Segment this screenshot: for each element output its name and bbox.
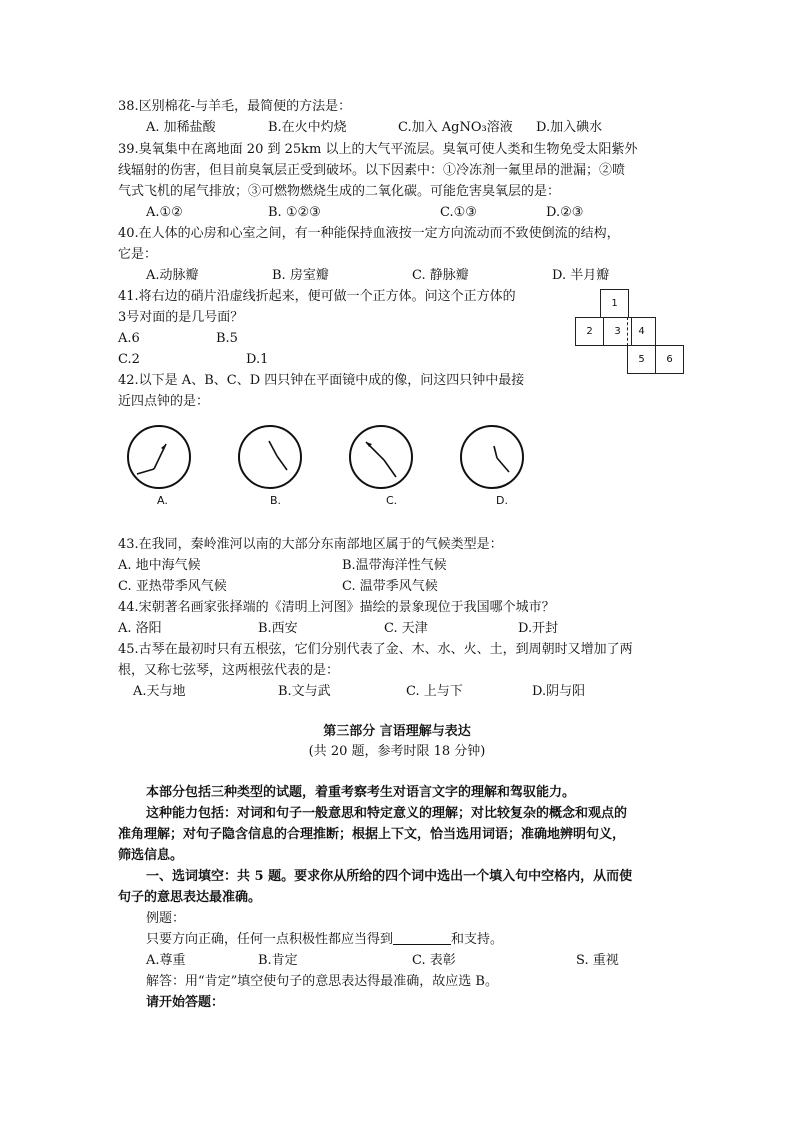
q40-line-1: 40.在人体的心房和心室之间，有一种能保持血液按一定方向流动而不致使倒流的结构， (118, 226, 620, 241)
q39-option-b: B. ①②③ (268, 205, 321, 220)
q41-line-1: 41.将右边的硝片沿虚线折起来，便可做一个正方体。问这个正方体的 (118, 289, 516, 304)
q43-option-c: C. 亚热带季风气候 (118, 579, 227, 594)
net-face-1: 1 (600, 289, 629, 318)
mirror-clocks-figure (0, 0, 794, 520)
clock-a (128, 426, 190, 488)
q41-option-a: A.6 (118, 331, 140, 346)
q40-option-b: B. 房室瓣 (272, 268, 329, 283)
clock-label-d: D. (496, 494, 508, 507)
q44-option-d: D.开封 (518, 621, 559, 636)
clock-label-c: C. (386, 494, 398, 507)
q42-line-1: 42.以下是 A、B、C、D 四只钟在平面镜中成的像，问这四只钟中最接 (118, 373, 525, 388)
example-option-a: A.尊重 (146, 953, 186, 968)
q39-line-3: 气式飞机的尾气排放；③可燃物燃烧生成的二氧化碳。可能危害臭氧层的是： (118, 184, 561, 199)
q43-stem: 43.在我同，秦岭淮河以南的大部分东南部地区属于的气候类型是： (118, 537, 503, 552)
example-answer: 解答：用“肯定”填空使句子的意思表达得最准确，故应选 B。 (146, 974, 498, 989)
q43-option-b: B.温带海洋性气候 (342, 558, 447, 573)
net-face-2: 2 (575, 317, 604, 346)
q45-option-d: D.阴与阳 (532, 684, 586, 699)
q44-option-a: A. 洛阳 (118, 621, 162, 636)
start-answering: 请开始答题： (146, 995, 225, 1010)
net-face-4: 4 (627, 317, 656, 346)
q43-option-d: C. 温带季风气候 (342, 579, 438, 594)
q39-line-2: 线辐射的伤害，但目前臭氧层正受到破坏。以下因素中：①冷冻剂一氟里昂的泄漏；②喷 (118, 163, 626, 178)
example-sentence-before: 只要方向正确，任何一点积极性都应当得到 (146, 932, 394, 947)
q45-line-2: 根，又称七弦琴，这两根弦代表的是： (118, 663, 340, 678)
example-option-c: C. 表彰 (412, 953, 456, 968)
q45-line-1: 45.古琴在最初时只有五根弦，它们分别代表了金、木、水、火、土，到周朝时又增加了两 (118, 642, 633, 657)
clock-d (461, 426, 523, 488)
q39-option-d: D.②③ (546, 205, 584, 220)
example-option-b: B.肯定 (258, 953, 298, 968)
section3-intro-1: 本部分包括三种类型的试题，着重考察考生对语言文字的理解和驾驭能力。 (146, 785, 576, 800)
q40-option-c: C. 静脉瓣 (412, 268, 469, 283)
q43-option-a: A. 地中海气候 (118, 558, 201, 573)
net-face-3: 3 (603, 317, 632, 346)
q44-option-b: B.西安 (258, 621, 298, 636)
q44-stem: 44.宋朝著名画家张择端的《清明上河图》描绘的景象现位于我国哪个城市？ (118, 600, 555, 615)
q41-option-d: D.1 (246, 352, 269, 367)
q40-option-a: A.动脉瓣 (146, 268, 199, 283)
q40-line-2: 它是： (118, 247, 158, 262)
net-face-6: 6 (655, 345, 684, 374)
q45-option-c: C. 上与下 (406, 684, 463, 699)
q41-option-c: C.2 (118, 352, 140, 367)
q38-stem: 38.区别棉花-与羊毛，最简便的方法是： (118, 99, 352, 114)
section3-intro-2-line-1: 这种能力包括：对词和句子一般意思和特定意义的理解；对比较复杂的概念和观点的 (146, 806, 628, 821)
section3-title: 第三部分 言语理解与表达 (323, 724, 471, 739)
q44-option-c: C. 天津 (384, 621, 428, 636)
q42-line-2: 近四点钟的是： (118, 394, 210, 409)
example-sentence (146, 930, 503, 950)
section3-subtitle: (共 20 题，参考时限 18 分钟) (308, 744, 486, 759)
q40-option-d: D. 半月瓣 (552, 268, 610, 283)
clock-label-b: B. (270, 494, 282, 507)
clock-b (239, 426, 301, 488)
net-face-5: 5 (627, 345, 656, 374)
part1-line-1: 一、选词填空：共 5 题。要求你从所给的四个词中选出一个填入句中空格内，从而使 (146, 869, 633, 884)
clock-label-a: A. (157, 494, 168, 507)
example-blank (393, 930, 451, 945)
q39-line-1: 39.臭氧集中在离地面 20 到 25km 以上的大气平流层。臭氧可使人类和生物免受太阳紫外 (118, 142, 638, 157)
example-option-d: S. 重视 (576, 953, 619, 968)
section3-intro-2-line-2: 准角理解；对句子隐含信息的合理推断；根据上下文，恰当选用词语；准确地辨明句义， (118, 827, 626, 842)
q41-option-b: B.5 (216, 331, 238, 346)
example-label: 例题： (146, 911, 186, 926)
q38-option-d: D.加入碘水 (536, 120, 603, 135)
part1-line-2: 句子的意思表达最准确。 (118, 890, 262, 905)
q41-line-2: 3号对面的是几号面？ (118, 310, 244, 325)
q38-option-a: A. 加稀盐酸 (146, 120, 216, 135)
example-sentence-after: 和支持。 (451, 932, 504, 947)
q39-option-c: C.①③ (440, 205, 477, 220)
q45-option-a: A.天与地 (133, 684, 186, 699)
q38-option-c: C.加入 AgNO₃溶液 (398, 120, 513, 135)
clock-c (350, 426, 412, 488)
q38-option-b: B.在火中灼烧 (268, 120, 347, 135)
section3-intro-2-line-3: 筛选信息。 (118, 848, 184, 863)
q45-option-b: B.文与武 (278, 684, 331, 699)
q39-option-a: A.①② (146, 205, 183, 220)
